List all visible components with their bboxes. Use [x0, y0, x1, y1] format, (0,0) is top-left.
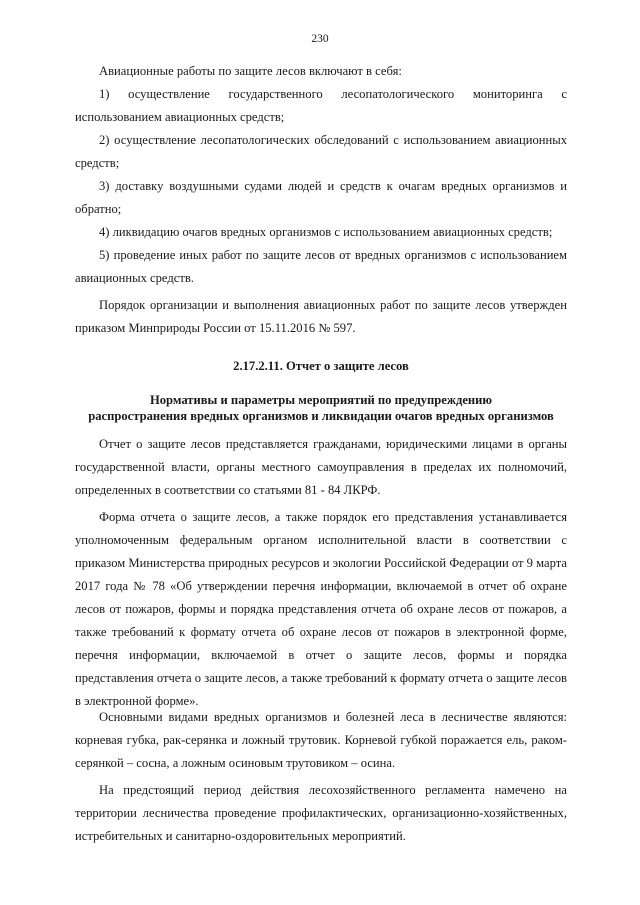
pests-block — [75, 706, 567, 848]
aviation-item-5: 5) проведение иных работ по защите лесов от вредных организмов с использованием авиационных средств. — [75, 248, 567, 285]
report-paragraph-1: Отчет о защите лесов представляется гражданами, юридическими лицами в органы государственной власти, органы местного самоуправления в пределах их полномочий, определенных в соответствии со статьями 81 - 84 ЛКРФ. — [75, 437, 567, 497]
aviation-item-2: 2) осуществление лесопатологических обследований с использованием авиационных средств; — [75, 133, 567, 170]
section-title: 2.17.2.11. Отчет о защите лесов — [233, 359, 409, 373]
aviation-item-4: 4) ликвидацию очагов вредных организмов с использованием авиационных средств; — [99, 225, 553, 239]
aviation-works-block — [75, 60, 567, 340]
aviation-order: Порядок организации и выполнения авиационных работ по защите лесов утвержден приказом Минприроды России от 15.11.2016 № 597. — [75, 298, 567, 335]
report-block — [75, 433, 567, 713]
report-paragraph-2: Форма отчета о защите лесов, а также порядок его представления устанавливается уполномоченным федеральным органом исполнительной власти в соответствии с приказом Министерства природных ресурсов и экологии Российской Федерации от 9 марта 2017 года № 78 «Об утверждении перечня информации, включаемой в отчет об охране лесов от пожаров, формы и порядка представления отчета об охране лесов от пожаров, а также требований к формату отчета об охране лесов от пожаров в электронной форме, перечня информации, включаемой в отчет о защите лесов, формы и порядка представления отчета о защите лесов, а также требований к формату отчета о защите лесов в электронной форме». — [75, 510, 567, 708]
section-subtitle-block — [60, 392, 582, 424]
section-subtitle-line-2: распространения вредных организмов и ликвидации очагов вредных организмов — [88, 409, 554, 423]
aviation-item-3: 3) доставку воздушными судами людей и средств к очагам вредных организмов и обратно; — [75, 179, 567, 216]
pests-paragraph-1: Основными видами вредных организмов и болезней леса в лесничестве являются: корневая губка, рак-серянка и ложный трутовик. Корневой губкой поражается ель, раком-серянкой – сосна, а ложным осиновым трутовиком – осина. — [75, 710, 567, 770]
section-subtitle-line-1: Нормативы и параметры мероприятий по предупреждению — [149, 393, 493, 407]
section-title-block — [75, 358, 567, 374]
aviation-intro: Авиационные работы по защите лесов включают в себя: — [99, 64, 402, 78]
pests-paragraph-2: На предстоящий период действия лесохозяйственного регламента намечено на территории лесничества проведение профилактических, организационно-хозяйственных, истребительных и санитарно-оздоровительных мероприятий. — [75, 783, 567, 843]
aviation-item-1: 1) осуществление государственного лесопатологического мониторинга с использованием авиационных средств; — [75, 87, 567, 124]
page-number: 230 — [311, 33, 329, 45]
